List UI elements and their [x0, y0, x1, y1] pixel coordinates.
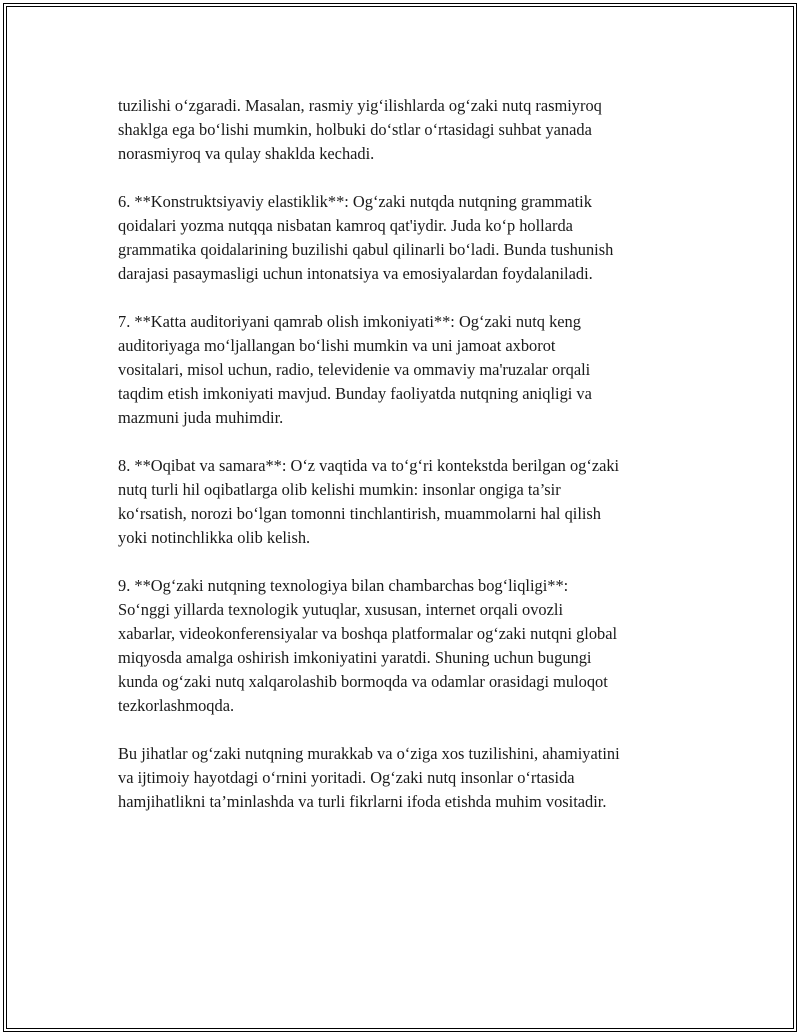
- document-body: [118, 94, 718, 838]
- paragraph-conclusion: [118, 742, 718, 814]
- paragraph-item-6: [118, 190, 718, 286]
- text-line: hamjihatlikni ta’minlashda va turli fikrlarni ifoda etishda muhim vositadir.: [118, 792, 607, 811]
- text-line: grammatika qoidalarining buzilishi qabul qilinarli bo‘ladi. Bunda tushunish: [118, 240, 614, 259]
- text-line: nutq turli hil oqibatlarga olib kelishi mumkin: insonlar ongiga ta’sir: [118, 480, 561, 499]
- paragraph-item-8: [118, 454, 718, 550]
- text-line: 9. **Og‘zaki nutqning texnologiya bilan chambarchas bog‘liqligi**:: [118, 576, 569, 595]
- text-line: Bu jihatlar og‘zaki nutqning murakkab va o‘ziga xos tuzilishini, ahamiyatini: [118, 744, 620, 763]
- text-line: va ijtimoiy hayotdagi o‘rnini yoritadi. Og‘zaki nutq insonlar o‘rtasida: [118, 768, 575, 787]
- text-line: auditoriyaga mo‘ljallangan bo‘lishi mumkin va uni jamoat axborot: [118, 336, 556, 355]
- text-line: taqdim etish imkoniyati mavjud. Bunday faoliyatda nutqning aniqligi va: [118, 384, 592, 403]
- text-line: mazmuni juda muhimdir.: [118, 408, 284, 427]
- text-line: yoki notinchlikka olib kelish.: [118, 528, 311, 547]
- text-line: darajasi pasaymasligi uchun intonatsiya va emosiyalardan foydalaniladi.: [118, 264, 593, 283]
- text-line: 7. **Katta auditoriyani qamrab olish imkoniyati**: Og‘zaki nutq keng: [118, 312, 581, 331]
- paragraph-item-9: [118, 574, 718, 718]
- text-line: miqyosda amalga oshirish imkoniyatini yaratdi. Shuning uchun bugungi: [118, 648, 592, 667]
- text-line: So‘nggi yillarda texnologik yutuqlar, xususan, internet orqali ovozli: [118, 600, 563, 619]
- text-line: xabarlar, videokonferensiyalar va boshqa platformalar og‘zaki nutqni global: [118, 624, 618, 643]
- text-line: tezkorlashmoqda.: [118, 696, 235, 715]
- text-line: vositalari, misol uchun, radio, televidenie va ommaviy ma'ruzalar orqali: [118, 360, 591, 379]
- text-line: 6. **Konstruktsiyaviy elastiklik**: Og‘zaki nutqda nutqning grammatik: [118, 192, 592, 211]
- text-line: qoidalari yozma nutqqa nisbatan kamroq qat'iydir. Juda ko‘p hollarda: [118, 216, 573, 235]
- text-line: tuzilishi o‘zgaradi. Masalan, rasmiy yig‘ilishlarda og‘zaki nutq rasmiyroq: [118, 96, 602, 115]
- text-line: 8. **Oqibat va samara**: O‘z vaqtida va to‘g‘ri kontekstda berilgan og‘zaki: [118, 456, 620, 475]
- text-line: norasmiyroq va qulay shaklda kechadi.: [118, 144, 375, 163]
- text-line: ko‘rsatish, norozi bo‘lgan tomonni tinchlantirish, muammolarni hal qilish: [118, 504, 601, 523]
- paragraph-item-7: [118, 310, 718, 430]
- paragraph-intro-continuation: [118, 94, 718, 166]
- text-line: kunda og‘zaki nutq xalqarolashib bormoqda va odamlar orasidagi muloqot: [118, 672, 608, 691]
- text-line: shaklga ega bo‘lishi mumkin, holbuki do‘stlar o‘rtasidagi suhbat yanada: [118, 120, 592, 139]
